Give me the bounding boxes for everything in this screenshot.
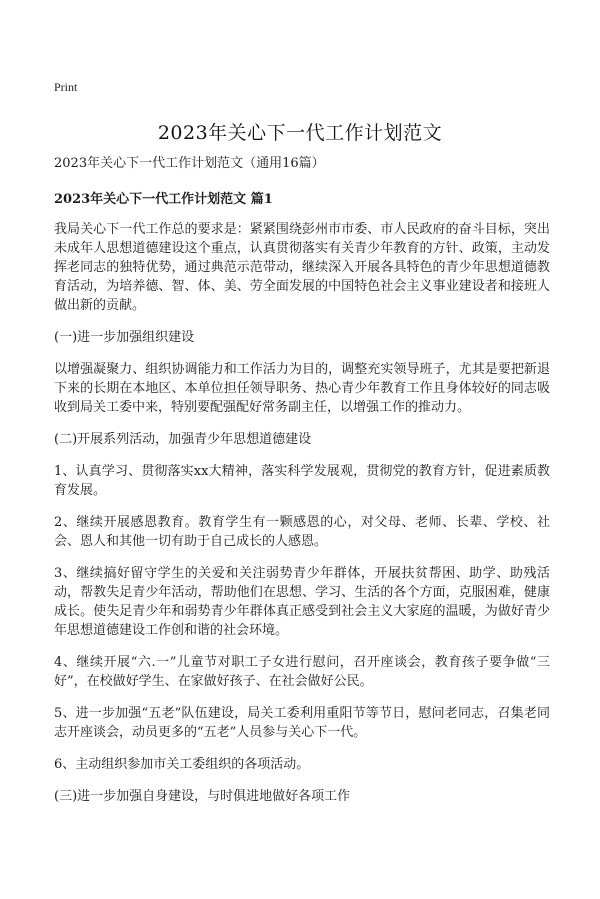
paragraph-intro: 我局关心下一代工作总的要求是：紧紧围绕彭州市市委、市人民政府的奋斗目标，突出未成年人思想道德建设这个重点，认真贯彻落实有关青少年教育的方针、政策，主动发挥老同志的独特优势，通过典范示范带动，继续深入开展各具特色的青少年思想道德教育活动，为培养德、智、体、美、劳全面发展的中国特色社会主义事业建设者和接班人做出新的贡献。 bbox=[54, 222, 550, 313]
paragraph-heading-3: (三)进一步加强自身建设，与时俱进地做好各项工作 bbox=[54, 789, 351, 804]
document-body bbox=[54, 154, 550, 819]
document-subtitle: 2023年关心下一代工作计划范文（通用16篇） bbox=[54, 156, 325, 171]
paragraph-organization: 以增强凝聚力、组织协调能力和工作活力为目的，调整充实领导班子，尤其是要把新退下来的长期在本地区、本单位担任领导职务、热心青少年教育工作且身体较好的同志吸收到局关工委中来，特别要配强配好常务副主任，以增强工作的推动力。 bbox=[54, 362, 550, 415]
paragraph-heading-1: (一)进一步加强组织建设 bbox=[54, 330, 195, 345]
paragraph-item-2: 2、继续开展感恩教育。教育学生有一颗感恩的心，对父母、老师、长辈、学校、社会、恩人和其他一切有助于自己成长的人感恩。 bbox=[54, 515, 550, 549]
section-heading: 2023年关心下一代工作计划范文 篇1 bbox=[54, 192, 273, 207]
paragraph-heading-2: (二)开展系列活动，加强青少年思想道德建设 bbox=[54, 432, 312, 447]
paragraph-item-6: 6、主动组织参加市关工委组织的各项活动。 bbox=[54, 757, 310, 772]
paragraph-item-4: 4、继续开展“六.一”儿童节对职工子女进行慰问，召开座谈会，教育孩子要争做“三好”，在校做好学生、在家做好孩子、在社会做好公民。 bbox=[54, 655, 550, 689]
document-title: 2023年关心下一代工作计划范文 bbox=[157, 122, 443, 144]
paragraph-item-5: 5、进一步加强“五老”队伍建设，局关工委利用重阳节等节日，慰问老同志，召集老同志开座谈会，动员更多的“五老”人员参与关心下一代。 bbox=[54, 706, 550, 740]
print-label[interactable]: Print bbox=[54, 80, 78, 94]
paragraph-item-1: 1、认真学习、贯彻落实xx大精神，落实科学发展观，贯彻党的教育方针，促进素质教育发展。 bbox=[54, 464, 550, 498]
paragraph-item-3: 3、继续搞好留守学生的关爱和关注弱势青少年群体，开展扶贫帮困、助学、助残活动，帮教失足青少年活动，帮助他们在思想、学习、生活的各个方面，克服困难，健康成长。使失足青少年和弱势青少年群体真正感受到社会主义大家庭的温暖，为做好青少年思想道德建设工作创和谐的社会环境。 bbox=[54, 566, 550, 638]
